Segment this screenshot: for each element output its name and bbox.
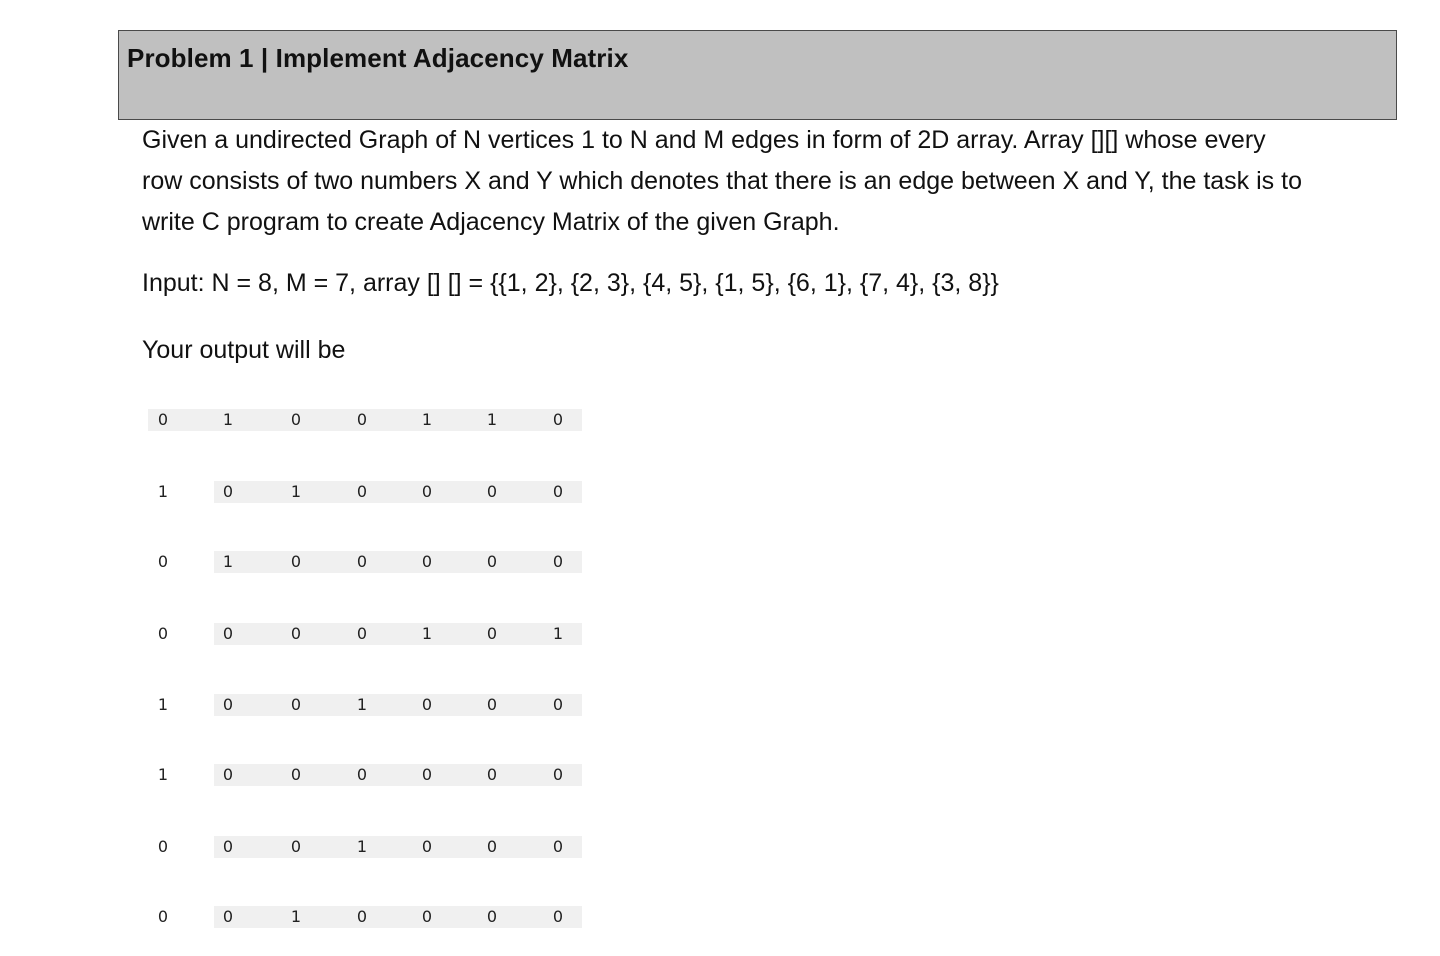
matrix-cell: 0 [290,765,302,784]
matrix-cell: 0 [552,695,564,714]
input-example: Input: N = 8, M = 7, array [] [] = {{1, 2}, {2, 3}, {4, 5}, {1, 5}, {6, 1}, {7, 4}, {3, 8}} [142,269,999,297]
matrix-row-shading [214,481,582,503]
matrix-cell: 0 [552,907,564,926]
matrix-cell: 1 [222,410,234,429]
matrix-cell: 0 [421,552,433,571]
matrix-cell: 0 [421,482,433,501]
matrix-cell: 1 [356,837,368,856]
matrix-cell: 0 [222,765,234,784]
matrix-cell: 0 [552,837,564,856]
matrix-cell: 0 [421,765,433,784]
matrix-cell: 1 [290,482,302,501]
matrix-cell: 1 [356,695,368,714]
matrix-cell: 0 [290,695,302,714]
matrix-cell: 0 [157,907,169,926]
matrix-cell: 0 [486,837,498,856]
matrix-cell: 0 [486,765,498,784]
matrix-cell: 0 [356,624,368,643]
matrix-cell: 0 [486,552,498,571]
matrix-cell: 0 [290,624,302,643]
matrix-cell: 0 [222,907,234,926]
matrix-cell: 0 [222,837,234,856]
matrix-cell: 0 [421,837,433,856]
matrix-cell: 0 [356,410,368,429]
adjacency-matrix-output [148,0,588,956]
matrix-row-shading [214,551,582,573]
matrix-cell: 0 [356,482,368,501]
problem-title: Problem 1 | Implement Adjacency Matrix [127,43,629,73]
matrix-cell: 0 [290,837,302,856]
matrix-row-shading [214,836,582,858]
matrix-cell: 0 [222,695,234,714]
output-label: Your output will be [142,336,346,364]
matrix-cell: 0 [290,410,302,429]
matrix-cell: 1 [157,765,169,784]
matrix-cell: 1 [157,695,169,714]
matrix-cell: 0 [552,765,564,784]
matrix-cell: 1 [421,624,433,643]
matrix-cell: 0 [421,695,433,714]
description-line-3: write C program to create Adjacency Matrix of the given Graph. [142,208,840,236]
matrix-cell: 0 [552,410,564,429]
matrix-cell: 0 [157,837,169,856]
matrix-cell: 0 [486,695,498,714]
matrix-cell: 0 [356,907,368,926]
matrix-cell: 0 [157,624,169,643]
matrix-cell: 0 [356,765,368,784]
matrix-cell: 0 [552,482,564,501]
description-line-1: Given a undirected Graph of N vertices 1 to N and M edges in form of 2D array. Array [][] whose every [142,126,1266,154]
matrix-cell: 1 [552,624,564,643]
matrix-row-shading [214,694,582,716]
matrix-cell: 1 [222,552,234,571]
matrix-cell: 0 [157,552,169,571]
matrix-cell: 0 [356,552,368,571]
matrix-cell: 0 [222,624,234,643]
matrix-cell: 1 [486,410,498,429]
matrix-cell: 1 [157,482,169,501]
matrix-cell: 0 [486,907,498,926]
matrix-cell: 0 [290,552,302,571]
matrix-cell: 0 [486,482,498,501]
matrix-cell: 0 [486,624,498,643]
matrix-cell: 1 [290,907,302,926]
matrix-row-shading [214,623,582,645]
matrix-cell: 0 [421,907,433,926]
matrix-cell: 1 [421,410,433,429]
matrix-cell: 0 [552,552,564,571]
matrix-row-shading [214,906,582,928]
matrix-cell: 0 [157,410,169,429]
matrix-row-shading [214,764,582,786]
description-line-2: row consists of two numbers X and Y which denotes that there is an edge between X and Y, the task is to [142,167,1302,195]
matrix-cell: 0 [222,482,234,501]
